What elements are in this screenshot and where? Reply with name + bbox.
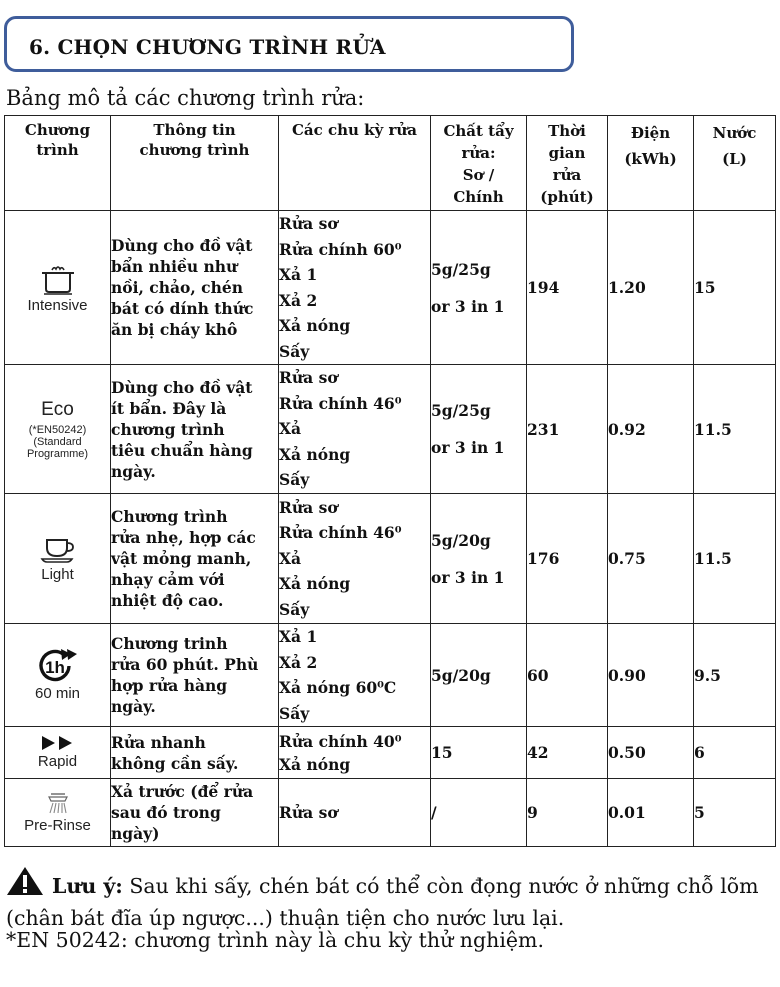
program-time: 176 xyxy=(527,494,608,624)
program-cell xyxy=(5,365,111,494)
program-note: Programme) xyxy=(26,447,89,460)
program-power: 0.75 xyxy=(608,494,694,624)
program-water: 5 xyxy=(694,779,776,847)
table-row xyxy=(5,624,776,727)
program-cycles: Rửa sơ Rửa chính 46⁰ Xả Xả nóng Sấy xyxy=(279,494,431,624)
program-water: 6 xyxy=(694,727,776,779)
header-time: Thời gian rửa (phút) xyxy=(527,116,608,211)
program-name: Light xyxy=(41,566,74,583)
program-cycles: Rửa sơ Rửa chính 60⁰ Xả 1 Xả 2 Xả nóng Sấy xyxy=(279,211,431,365)
one-hour-icon xyxy=(37,649,79,683)
table-row xyxy=(5,365,776,494)
note-label: Lưu ý: xyxy=(52,874,123,898)
program-detergent: 5g/25g or 3 in 1 xyxy=(431,211,527,365)
program-name: Intensive xyxy=(27,297,88,314)
program-cell xyxy=(5,494,111,624)
program-time: 231 xyxy=(527,365,608,494)
footnote: *EN 50242: chương trình này là chu kỳ thử nghiệm. xyxy=(6,928,544,952)
section-header xyxy=(4,16,574,72)
header-cycles: Các chu kỳ rửa xyxy=(279,116,431,211)
table-row xyxy=(5,779,776,847)
program-info: Chương trinh rửa 60 phút. Phù hợp rửa hàng ngày. xyxy=(111,624,279,727)
pot-icon xyxy=(38,261,78,295)
warning-icon xyxy=(6,866,44,896)
program-name: Pre-Rinse xyxy=(24,817,91,834)
program-power: 0.01 xyxy=(608,779,694,847)
program-detergent: 5g/20g or 3 in 1 xyxy=(431,494,527,624)
program-time: 194 xyxy=(527,211,608,365)
table-row xyxy=(5,494,776,624)
program-detergent: / xyxy=(431,779,527,847)
program-info: Rửa nhanh không cần sấy. xyxy=(111,727,279,779)
svg-text:1h: 1h xyxy=(44,657,65,677)
program-time: 9 xyxy=(527,779,608,847)
section-title: 6. CHỌN CHƯƠNG TRÌNH RỬA xyxy=(29,35,386,59)
header-info: Thông tin chương trình xyxy=(111,116,279,211)
table-intro: Bảng mô tả các chương trình rửa: xyxy=(6,86,365,110)
note-text: Sau khi sấy, chén bát có thể còn đọng nước ở những chỗ lõm (chân bát đĩa úp ngược...) thuận tiện cho nước lưu lại. xyxy=(6,874,759,930)
header-power: Điện (kWh) xyxy=(608,116,694,211)
program-cell xyxy=(5,727,111,779)
program-cell xyxy=(5,779,111,847)
program-info: Dùng cho đồ vật bẩn nhiều như nồi, chảo, chén bát có dính thức ăn bị cháy khô xyxy=(111,211,279,365)
program-cell xyxy=(5,624,111,727)
shower-icon xyxy=(43,791,73,815)
program-name: Rapid xyxy=(37,753,78,770)
program-time: 42 xyxy=(527,727,608,779)
program-power: 0.90 xyxy=(608,624,694,727)
fast-forward-icon xyxy=(40,735,76,751)
table-header-row xyxy=(5,116,776,211)
program-cell xyxy=(5,211,111,365)
program-cycles: Rửa sơ xyxy=(279,779,431,847)
program-water: 15 xyxy=(694,211,776,365)
program-power: 1.20 xyxy=(608,211,694,365)
program-info: Xả trước (để rửa sau đó trong ngày) xyxy=(111,779,279,847)
header-program: Chương trình xyxy=(5,116,111,211)
program-detergent: 15 xyxy=(431,727,527,779)
program-time: 60 xyxy=(527,624,608,727)
program-cycles: Xả 1 Xả 2 Xả nóng 60⁰C Sấy xyxy=(279,624,431,727)
table-row xyxy=(5,727,776,779)
program-water: 11.5 xyxy=(694,365,776,494)
program-table xyxy=(4,115,776,847)
program-detergent: 5g/20g xyxy=(431,624,527,727)
warning-note xyxy=(6,866,776,934)
program-info: Dùng cho đồ vật ít bẩn. Đây là chương trình tiêu chuẩn hàng ngày. xyxy=(111,365,279,494)
program-detergent: 5g/25g or 3 in 1 xyxy=(431,365,527,494)
table-row xyxy=(5,211,776,365)
program-name: Eco xyxy=(41,398,74,420)
header-water: Nước (L) xyxy=(694,116,776,211)
program-water: 9.5 xyxy=(694,624,776,727)
program-power: 0.50 xyxy=(608,727,694,779)
program-name: 60 min xyxy=(34,684,81,702)
program-power: 0.92 xyxy=(608,365,694,494)
program-cycles: Rửa sơ Rửa chính 46⁰ Xả Xả nóng Sấy xyxy=(279,365,431,494)
program-cycles: Rửa chính 40⁰ Xả nóng xyxy=(279,727,431,779)
program-info: Chương trình rửa nhẹ, hợp các vật mỏng manh, nhạy cảm với nhiệt độ cao. xyxy=(111,494,279,624)
program-water: 11.5 xyxy=(694,494,776,624)
program-note: (Standard xyxy=(33,435,82,448)
header-detergent: Chất tẩy rửa: Sơ / Chính xyxy=(431,116,527,211)
program-note: (*EN50242) xyxy=(28,423,87,436)
cup-icon xyxy=(38,534,78,564)
